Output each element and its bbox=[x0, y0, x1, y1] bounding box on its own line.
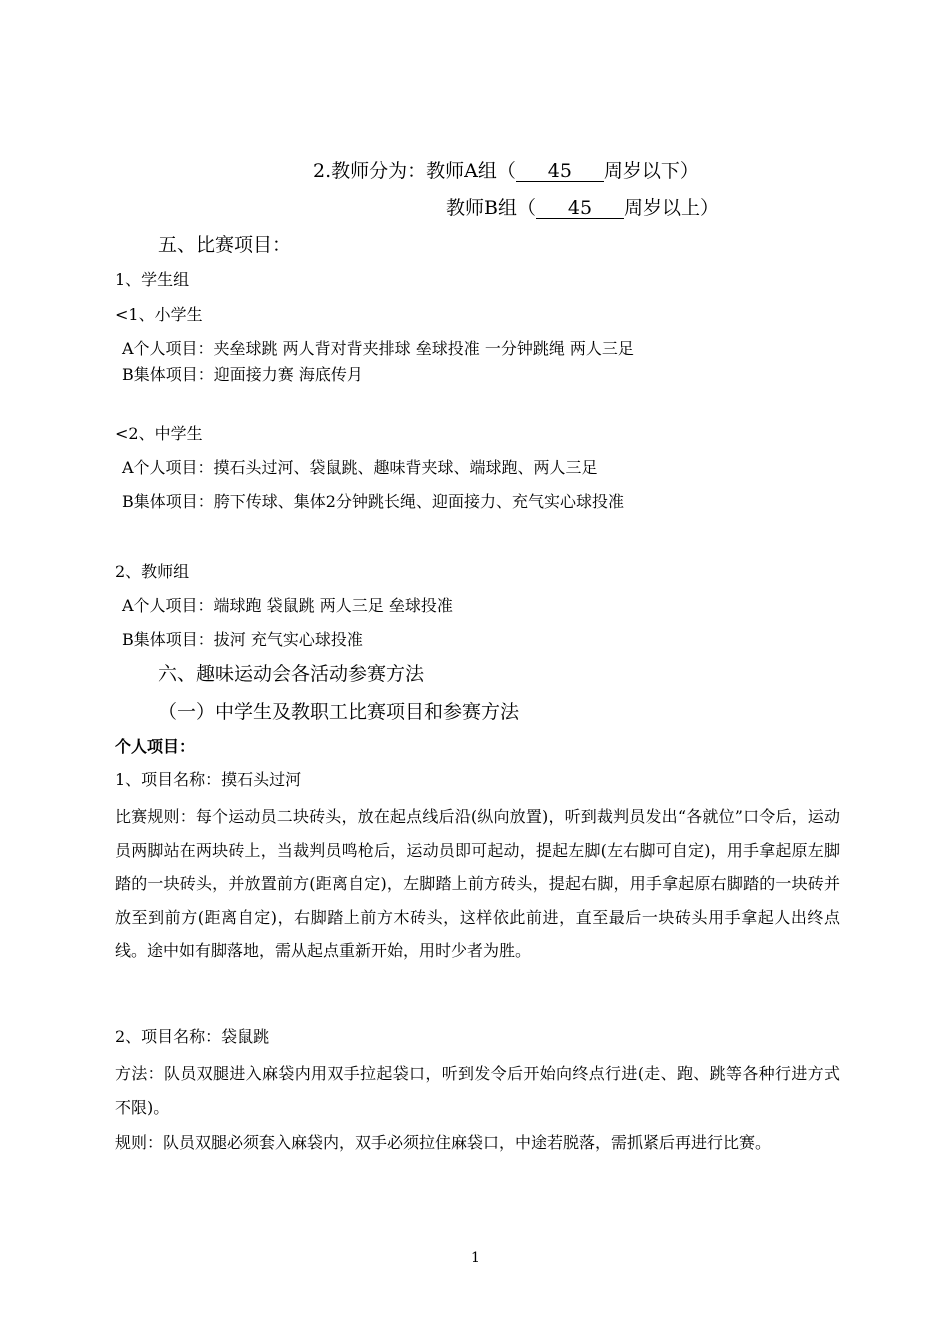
primary-individual: A个人项目：夹垒球跳 两人背对背夹排球 垒球投准 一分钟跳绳 两人三足 bbox=[122, 339, 634, 358]
middle-individual: A个人项目：摸石头过河、袋鼠跳、趣味背夹球、端球跑、两人三足 bbox=[122, 458, 598, 477]
section6-subheading: （一）中学生及教职工比赛项目和参赛方法 bbox=[158, 701, 520, 723]
teacher-individual: A个人项目：端球跑 袋鼠跳 两人三足 垒球投准 bbox=[122, 596, 453, 615]
teacher-group-a-line bbox=[313, 162, 699, 182]
primary-team: B集体项目：迎面接力赛 海底传月 bbox=[122, 365, 363, 384]
teacher-group-b-prefix: 教师B组（ bbox=[446, 197, 536, 219]
teacher-group-b-suffix: 周岁以上） bbox=[623, 197, 719, 219]
section6-heading: 六、趣味运动会各活动参赛方法 bbox=[158, 663, 425, 685]
page-number: 1 bbox=[471, 1250, 480, 1266]
primary-heading: <1、小学生 bbox=[115, 305, 203, 324]
teacher-group-a-age: 45 bbox=[516, 162, 604, 182]
item1-rules: 比赛规则：每个运动员二块砖头，放在起点线后沿(纵向放置)，听到裁判员发出“各就位”口令后，运动员两脚站在两块砖上，当裁判员鸣枪后，运动员即可起动，提起左脚(左右脚可自定)，用手拿起原左脚踏的一块砖头，并放置前方(距离自定)，左脚踏上前方砖头，提起右脚，用手拿起原右脚踏的一块砖并放至到前方(距离自定)，右脚踏上前方木砖头，这样依此前进，直至最后一块砖头用手拿起人出终点线。途中如有脚落地，需从起点重新开始，用时少者为胜。 bbox=[115, 807, 840, 960]
teacher-group-a-prefix: 2.教师分为：教师A组（ bbox=[313, 160, 516, 182]
item2-method: 方法：队员双腿进入麻袋内用双手拉起袋口，听到发令后开始向终点行进(走、跑、跳等各种行进方式不限)。 bbox=[115, 1064, 840, 1117]
middle-team: B集体项目：胯下传球、集体2分钟跳长绳、迎面接力、充气实心球投准 bbox=[122, 492, 624, 511]
teacher-group-b-age: 45 bbox=[536, 199, 624, 219]
teacher-team: B集体项目：拔河 充气实心球投准 bbox=[122, 630, 363, 649]
student-group-heading: 1、学生组 bbox=[115, 270, 190, 289]
item2-rules: 规则：队员双腿必须套入麻袋内，双手必须拉住麻袋口，中途若脱落，需抓紧后再进行比赛。 bbox=[115, 1133, 772, 1152]
teacher-group-b-line bbox=[446, 199, 719, 219]
teacher-group-a-suffix: 周岁以下） bbox=[603, 160, 699, 182]
item2-title: 2、项目名称：袋鼠跳 bbox=[115, 1027, 270, 1046]
section5-heading: 五、比赛项目： bbox=[158, 234, 292, 256]
middle-heading: <2、中学生 bbox=[115, 424, 203, 443]
item1-title: 1、项目名称：摸石头过河 bbox=[115, 770, 302, 789]
individual-label: 个人项目： bbox=[115, 737, 196, 756]
teacher-heading: 2、教师组 bbox=[115, 562, 190, 581]
